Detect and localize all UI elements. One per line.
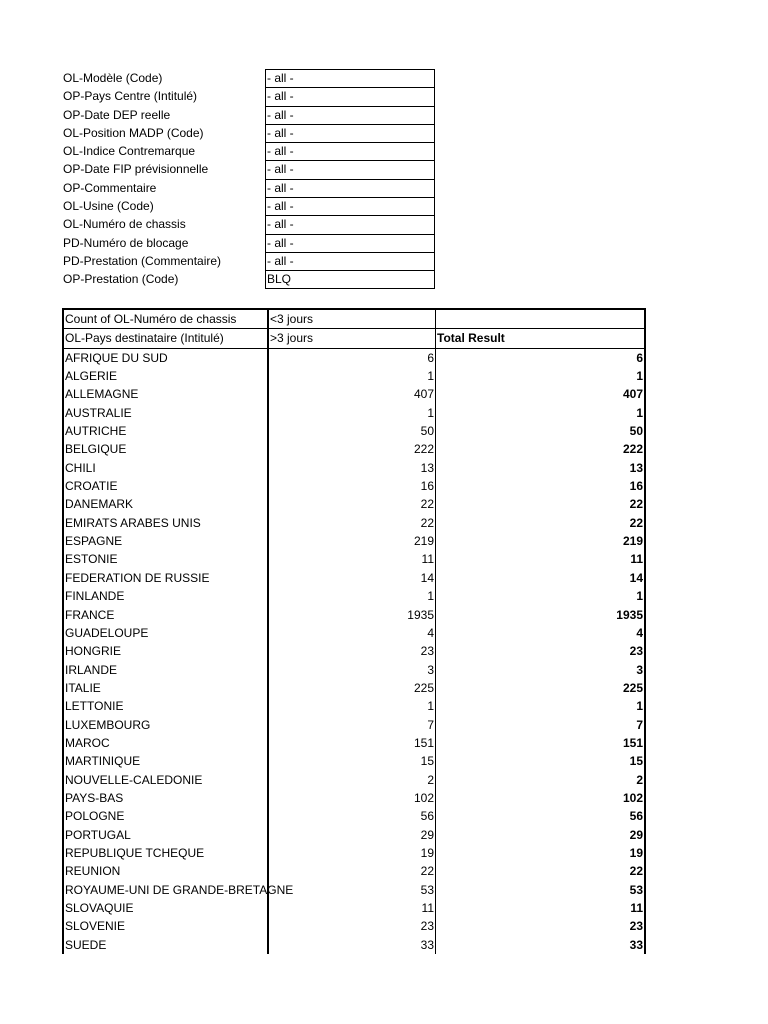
total-cell: 1: [435, 697, 644, 715]
count-cell: 23: [267, 642, 435, 660]
table-row: [64, 899, 644, 917]
row-field-label[interactable]: OL-Pays destinataire (Intitulé): [65, 331, 224, 346]
filter-row: [63, 160, 435, 178]
total-cell: 407: [435, 385, 644, 403]
count-cell: 14: [267, 569, 435, 587]
table-row: [64, 679, 644, 697]
filter-value-dropdown[interactable]: - all -: [265, 87, 435, 105]
country-cell[interactable]: AFRIQUE DU SUD: [65, 350, 168, 365]
country-cell[interactable]: ALLEMAGNE: [65, 387, 139, 402]
filter-row: [63, 106, 435, 124]
total-cell: 225: [435, 679, 644, 697]
count-cell: 53: [267, 881, 435, 899]
total-cell: 4: [435, 624, 644, 642]
pivot-header-row-2: [64, 329, 644, 348]
count-cell: 1: [267, 367, 435, 385]
count-cell: 1: [267, 697, 435, 715]
total-cell: 1: [435, 587, 644, 605]
filter-row: [63, 142, 435, 160]
table-row: [64, 807, 644, 825]
total-cell: 1935: [435, 606, 644, 624]
filter-label: PD-Numéro de blocage: [63, 235, 189, 250]
count-cell: 1: [267, 404, 435, 422]
filter-label: OL-Numéro de chassis: [63, 217, 186, 232]
count-cell: 13: [267, 459, 435, 477]
filter-label: OP-Prestation (Code): [63, 272, 179, 287]
count-cell: 1: [267, 587, 435, 605]
table-row: [64, 514, 644, 532]
table-row: [64, 752, 644, 770]
count-cell: 22: [267, 862, 435, 880]
filter-row: [63, 124, 435, 142]
filter-label: OP-Commentaire: [63, 180, 157, 195]
total-cell: 151: [435, 734, 644, 752]
country-cell[interactable]: IRLANDE: [65, 662, 118, 677]
filter-label: OL-Indice Contremarque: [63, 144, 196, 159]
measure-label[interactable]: Count of OL-Numéro de chassis: [65, 312, 237, 326]
table-row: [64, 936, 644, 954]
country-cell[interactable]: PORTUGAL: [65, 827, 131, 842]
total-cell: 29: [435, 826, 644, 844]
filter-panel: [63, 69, 435, 289]
country-cell[interactable]: MARTINIQUE: [65, 754, 141, 769]
filter-label: OL-Usine (Code): [63, 199, 154, 214]
country-cell[interactable]: LETTONIE: [65, 699, 124, 714]
filter-label: OP-Date FIP prévisionnelle: [63, 162, 209, 177]
country-cell[interactable]: LUXEMBOURG: [65, 717, 151, 732]
filter-value-dropdown[interactable]: - all -: [265, 215, 435, 233]
country-cell[interactable]: BELGIQUE: [65, 442, 127, 457]
country-cell[interactable]: ESPAGNE: [65, 534, 123, 549]
filter-value-dropdown[interactable]: - all -: [265, 69, 435, 87]
count-cell: 4: [267, 624, 435, 642]
country-cell[interactable]: ROYAUME-UNI DE GRANDE-BRETAGNE: [65, 882, 294, 897]
table-row: [64, 367, 644, 385]
table-row: [64, 606, 644, 624]
country-cell[interactable]: HONGRIE: [65, 644, 122, 659]
total-cell: 22: [435, 862, 644, 880]
table-row: [64, 404, 644, 422]
country-cell[interactable]: EMIRATS ARABES UNIS: [65, 515, 201, 530]
country-cell[interactable]: SLOVAQUIE: [65, 901, 134, 915]
table-row: [64, 477, 644, 495]
total-cell: 33: [435, 936, 644, 954]
pivot-table: [62, 308, 646, 954]
count-cell: 56: [267, 807, 435, 825]
filter-value-dropdown[interactable]: - all -: [265, 197, 435, 215]
country-cell[interactable]: REUNION: [65, 864, 121, 879]
country-cell[interactable]: AUSTRALIE: [65, 405, 132, 420]
count-cell: 6: [267, 349, 435, 367]
total-result-header: Total Result: [435, 329, 644, 347]
filter-value-dropdown[interactable]: BLQ: [265, 270, 435, 288]
pivot-body: [64, 349, 644, 954]
total-cell: 2: [435, 771, 644, 789]
country-cell[interactable]: AUTRICHE: [65, 424, 127, 439]
table-row: [64, 642, 644, 660]
country-cell[interactable]: SUEDE: [65, 937, 107, 952]
total-cell: 19: [435, 844, 644, 862]
total-cell: 11: [435, 550, 644, 568]
country-cell[interactable]: FINLANDE: [65, 589, 125, 604]
country-cell[interactable]: FRANCE: [65, 607, 115, 622]
total-cell: 56: [435, 807, 644, 825]
filter-row: [63, 179, 435, 197]
table-row: [64, 532, 644, 550]
country-cell[interactable]: GUADELOUPE: [65, 625, 149, 640]
table-row: [64, 587, 644, 605]
count-cell: 407: [267, 385, 435, 403]
total-cell: 1: [435, 404, 644, 422]
country-cell[interactable]: ESTONIE: [65, 552, 118, 567]
total-cell: 219: [435, 532, 644, 550]
count-cell: 16: [267, 477, 435, 495]
total-cell: 23: [435, 917, 644, 935]
table-row: [64, 789, 644, 807]
filter-row: [63, 215, 435, 233]
country-cell[interactable]: DANEMARK: [65, 497, 134, 512]
total-cell: 22: [435, 514, 644, 532]
filter-label: OP-Date DEP reelle: [63, 107, 171, 122]
total-cell: 16: [435, 477, 644, 495]
count-cell: 222: [267, 440, 435, 458]
filter-row: [63, 270, 435, 288]
table-row: [64, 734, 644, 752]
filter-row: [63, 234, 435, 252]
table-row: [64, 385, 644, 403]
filter-value-dropdown[interactable]: - all -: [265, 124, 435, 142]
table-row: [64, 422, 644, 440]
filter-row: [63, 197, 435, 215]
filter-value-dropdown[interactable]: - all -: [265, 160, 435, 178]
count-cell: 50: [267, 422, 435, 440]
filter-label: OL-Position MADP (Code): [63, 125, 204, 140]
table-row: [64, 440, 644, 458]
column-field-value: <3 jours: [270, 312, 314, 326]
total-cell: 22: [435, 495, 644, 513]
total-cell: 15: [435, 752, 644, 770]
country-cell[interactable]: CHILI: [65, 460, 96, 475]
count-cell: 11: [267, 550, 435, 568]
country-cell[interactable]: NOUVELLE-CALEDONIE: [65, 772, 203, 787]
filter-value-dropdown[interactable]: - all -: [265, 234, 435, 252]
header-empty-cell: [435, 310, 644, 328]
filter-label: PD-Prestation (Commentaire): [63, 253, 222, 268]
table-row: [64, 862, 644, 880]
filter-label: OL-Modèle (Code): [63, 71, 163, 85]
total-cell: 50: [435, 422, 644, 440]
filter-row: [63, 69, 435, 87]
table-row: [64, 550, 644, 568]
total-cell: 222: [435, 440, 644, 458]
total-cell: 102: [435, 789, 644, 807]
filter-row: [63, 87, 435, 105]
total-cell: 1: [435, 367, 644, 385]
total-cell: 23: [435, 642, 644, 660]
filter-row: [63, 252, 435, 270]
column-value-cell[interactable]: [267, 329, 435, 347]
count-cell: 2: [267, 771, 435, 789]
count-cell: 15: [267, 752, 435, 770]
count-cell: 29: [267, 826, 435, 844]
total-cell: 7: [435, 716, 644, 734]
table-row: [64, 917, 644, 935]
country-cell[interactable]: PAYS-BAS: [65, 790, 124, 805]
pivot-header-row-1: [64, 310, 644, 329]
table-row: [64, 771, 644, 789]
table-row: [64, 459, 644, 477]
filter-value-dropdown[interactable]: - all -: [265, 179, 435, 197]
table-row: [64, 697, 644, 715]
table-row: [64, 569, 644, 587]
filter-label: OP-Pays Centre (Intitulé): [63, 89, 198, 104]
country-cell[interactable]: FEDERATION DE RUSSIE: [65, 570, 210, 585]
filter-value-dropdown[interactable]: - all -: [265, 142, 435, 160]
total-cell: 13: [435, 459, 644, 477]
count-cell: 33: [267, 936, 435, 954]
country-cell[interactable]: CROATIE: [65, 479, 118, 494]
country-cell[interactable]: MAROC: [65, 735, 110, 750]
country-cell[interactable]: POLOGNE: [65, 809, 125, 824]
table-row: [64, 826, 644, 844]
table-row: [64, 844, 644, 862]
count-cell: 219: [267, 532, 435, 550]
total-cell: 53: [435, 881, 644, 899]
table-row: [64, 661, 644, 679]
count-cell: 22: [267, 495, 435, 513]
count-cell: 23: [267, 917, 435, 935]
table-row: [64, 495, 644, 513]
count-cell: 1935: [267, 606, 435, 624]
country-cell[interactable]: ITALIE: [65, 680, 101, 695]
count-cell: 19: [267, 844, 435, 862]
count-cell: 11: [267, 899, 435, 917]
column-value: >3 jours: [270, 331, 314, 346]
total-cell: 6: [435, 349, 644, 367]
total-cell: 11: [435, 899, 644, 917]
count-cell: 225: [267, 679, 435, 697]
count-cell: 102: [267, 789, 435, 807]
filter-value-dropdown[interactable]: - all -: [265, 252, 435, 270]
country-cell[interactable]: SLOVENIE: [65, 919, 126, 934]
table-row: [64, 624, 644, 642]
count-cell: 3: [267, 661, 435, 679]
country-cell[interactable]: REPUBLIQUE TCHEQUE: [65, 845, 205, 860]
table-row: [64, 716, 644, 734]
table-row: [64, 881, 644, 899]
country-cell[interactable]: ALGERIE: [65, 369, 118, 384]
count-cell: 22: [267, 514, 435, 532]
column-field-value-cell[interactable]: [267, 310, 435, 328]
count-cell: 151: [267, 734, 435, 752]
filter-value-dropdown[interactable]: - all -: [265, 106, 435, 124]
table-row: [64, 349, 644, 367]
total-cell: 3: [435, 661, 644, 679]
total-cell: 14: [435, 569, 644, 587]
count-cell: 7: [267, 716, 435, 734]
